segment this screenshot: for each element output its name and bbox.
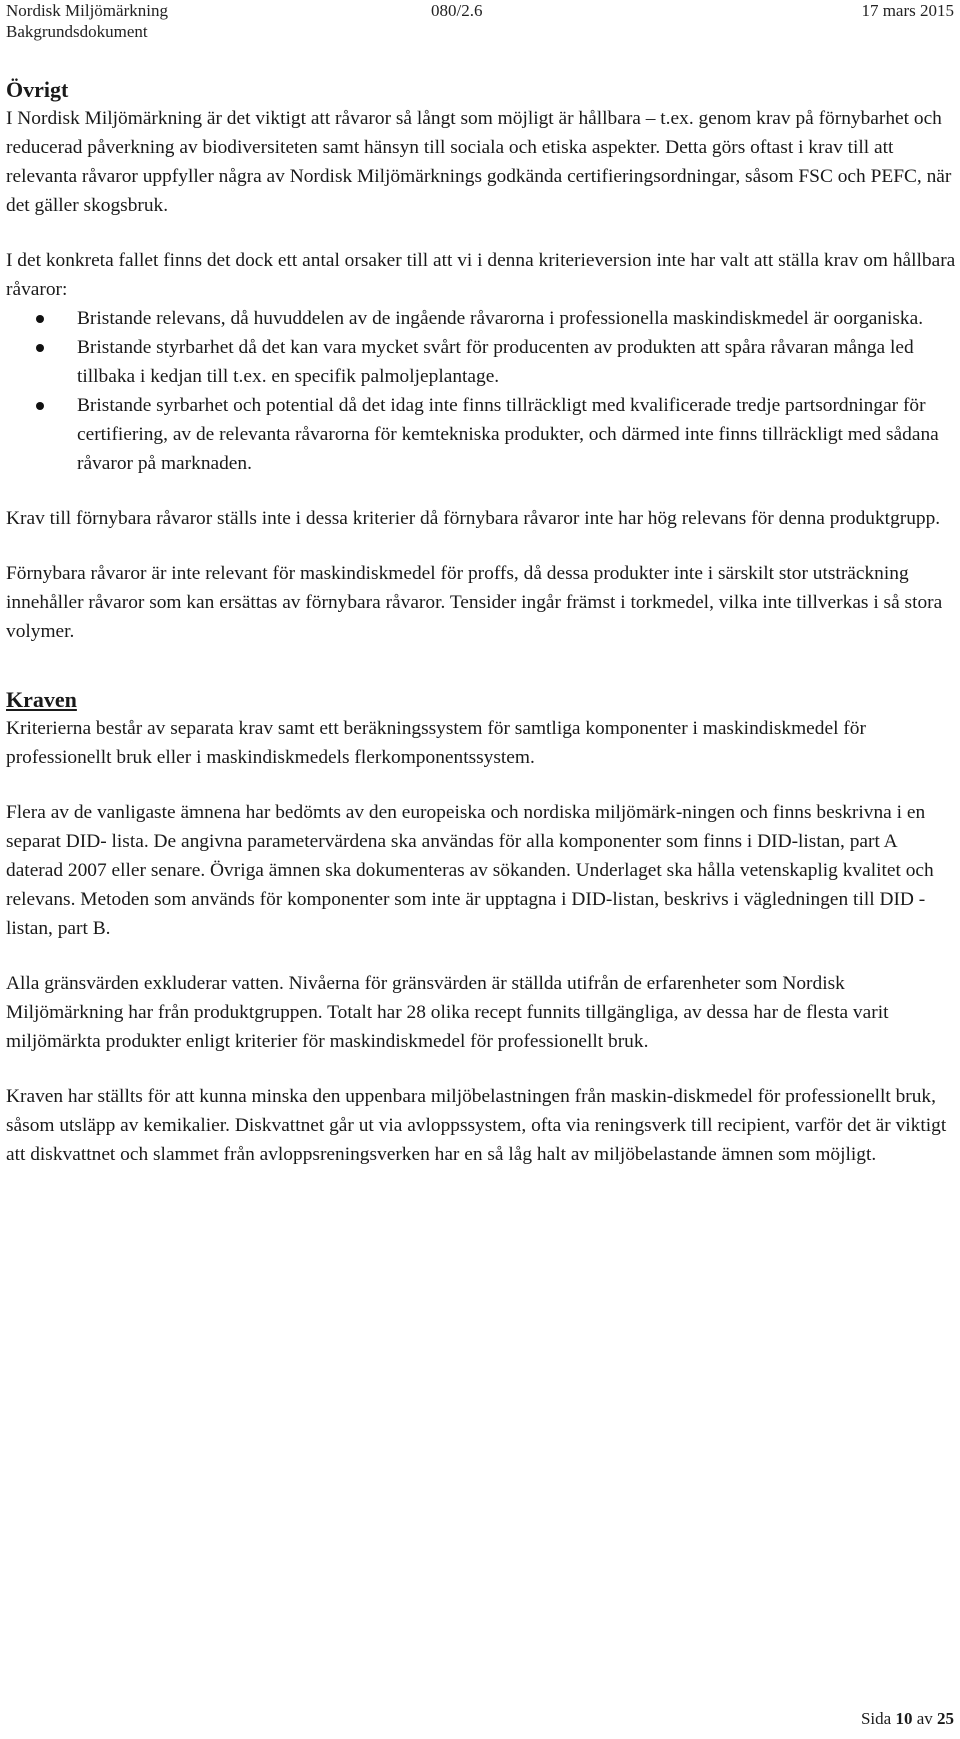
page-current: 10 [895,1709,913,1728]
paragraph-ovrigt-3: Krav till förnybara råvaror ställs inte i dessa kriterier då förnybara råvaror inte har hög relevans för denna produktgrupp. [6,508,941,529]
page-total: 25 [937,1709,954,1728]
paragraph-kraven-4: Kraven har ställts för att kunna minska den uppenbara miljöbelastningen från maskin-diskmedel för professionellt bruk, såsom utsläpp av kemikalier. Diskvattnet går ut via avloppssystem, ofta via reningsverk till recipient, varför det är viktigt att diskvattnet och slammet från avloppsreningsverken har en så låg halt av miljöbelastande ämnen som möjligt. [6,1086,947,1165]
header-left [6,0,168,42]
paragraph-ovrigt-1: I Nordisk Miljömärkning är det viktigt att råvaror så långt som möjligt är hållbara – t.ex. genom krav på förnybarhet och reducerad påverkning av biodiversiteten samt hänsyn till sociala och etiska aspekter. Detta görs oftast i krav till att relevanta råvaror uppfyller några av Nordisk Miljömärknings godkända certifieringsordningar, såsom FSC och PEFC, när det gäller skogsbruk. [6,108,952,216]
header-org: Nordisk Miljömärkning [6,1,168,20]
section-title-ovrigt: Övrigt [6,77,69,102]
list-item [6,304,956,333]
header-date: 17 mars 2015 [861,1,954,20]
header-doc-type: Bakgrundsdokument [6,22,148,41]
list-item-text: Bristande syrbarhet och potential då det idag inte finns tillräckligt med kvalificerade tredje partsordningar för certifiering, av de relevanta råvarorna för kemtekniska produkter, och därmed inte finns tillräckligt med sådana råvaror på marknaden. [77,395,939,474]
bullet-icon [36,315,44,323]
bullet-icon [36,402,44,410]
paragraph-kraven-2: Flera av de vanligaste ämnena har bedömts av den europeiska och nordiska miljömärk-ningen och finns beskrivna i en separat DID- lista. De angivna parametervärdena ska användas för alla komponenter som finns i DID-listan, part A daterad 2007 eller senare. Övriga ämnen ska dokumenteras av sökanden. Underlaget ska hålla vetenskaplig kvalitet och relevans. Metoden som används för komponenter som inte är upptagna i DID-listan, beskrivs i vägledningen till DID -listan, part B. [6,802,934,939]
paragraph-kraven-3: Alla gränsvärden exkluderar vatten. Nivåerna för gränsvärden är ställda utifrån de erfarenheter som Nordisk Miljömärkning har från produktgruppen. Totalt har 28 olika recept funnits tillgängliga, av dessa har de flesta varit miljömärkta produkter enligt kriterier för maskindiskmedel för professionellt bruk. [6,973,889,1052]
section-title-kraven: Kraven [6,687,77,712]
page-header [6,0,954,44]
list-item [6,333,956,391]
paragraph-ovrigt-2: I det konkreta fallet finns det dock ett antal orsaker till att vi i denna kriterieversion inte har valt att ställa krav om hållbara råvaror: [6,250,956,300]
list-item [6,391,956,478]
page-number [861,1709,954,1729]
bullet-icon [36,344,44,352]
reasons-list [6,304,956,478]
paragraph-ovrigt-4: Förnybara råvaror är inte relevant för maskindiskmedel för proffs, då dessa produkter inte i särskilt stor utsträckning innehåller råvaror som kan ersättas av förnybara råvaror. Tensider ingår främst i torkmedel, vilka inte tillverkas i så stora volymer. [6,563,943,642]
list-item-text: Bristande relevans, då huvuddelen av de ingående råvarorna i professionella maskindiskmedel är oorganiska. [77,308,924,329]
document-body [6,76,956,1169]
header-doc-number: 080/2.6 [431,1,483,20]
list-item-text: Bristande styrbarhet då det kan vara mycket svårt för producenten av produkten att spåra råvaran många led tillbaka i kedjan till t.ex. en specifik palmoljeplantage. [77,337,914,387]
page-label: Sida [860,1709,892,1728]
paragraph-kraven-1: Kriterierna består av separata krav samt ett beräkningssystem för samtliga komponenter i maskindiskmedel för professionellt bruk eller i maskindiskmedels flerkomponentssystem. [6,718,866,768]
page-of: av [916,1709,933,1728]
